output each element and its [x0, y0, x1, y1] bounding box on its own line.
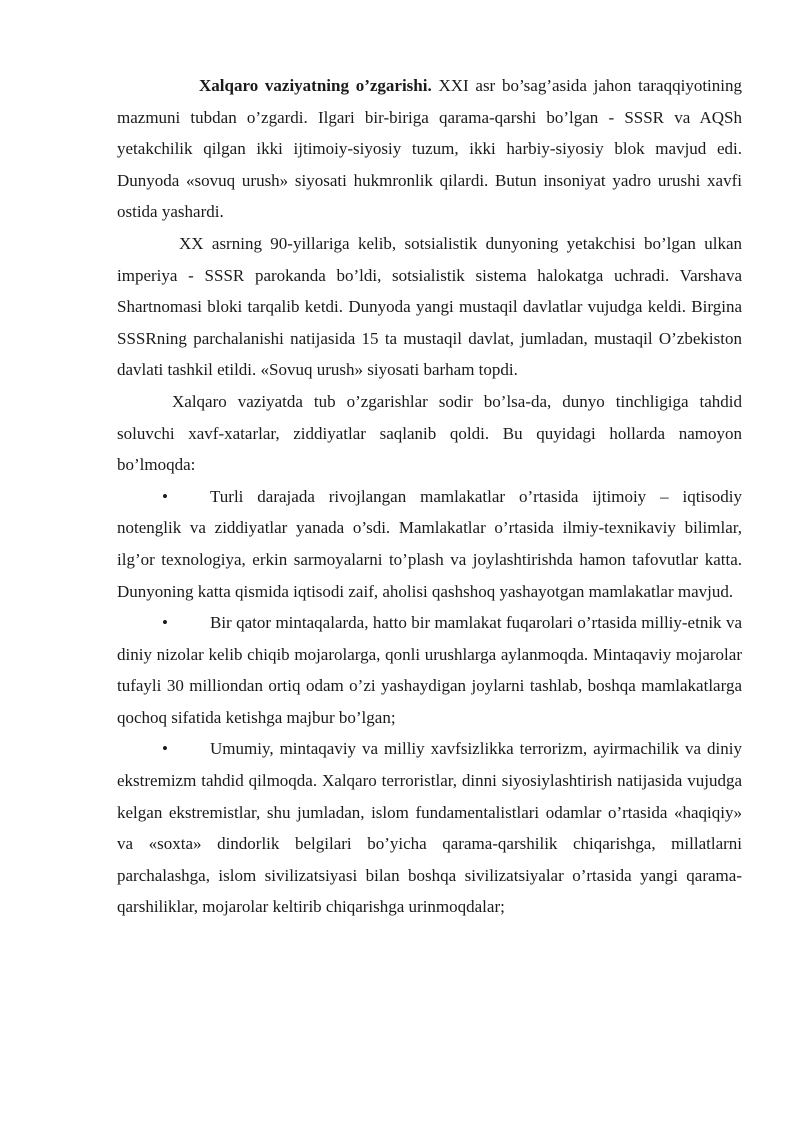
bullet-icon: •	[162, 613, 168, 633]
list-item-text: Bir qator mintaqalarda, hatto bir mamlakat fuqarolari o’rtasida milliy-etnik va diniy nizolar kelib chiqib mojarolarga, qonli urushlarga aylanmoqda. Mintaqaviy mojarolar tufayli 30 milliondan ortiq odam o’zi yashaydigan joylarni tashlab, boshqa mamlakatlarga qochoq sifatida ketishga majbur bo’lgan;	[117, 613, 742, 727]
list-item	[117, 733, 742, 923]
paragraph-ussr-collapse: XX asrning 90-yillariga kelib, sotsialistik dunyoning yetakchisi bo’lgan ulkan imperiya - SSSR parokanda bo’ldi, sotsialistik sistema halokatga uchradi. Varshava Shartnomasi bloki tarqalib ketdi. Dunyoda yangi mustaqil davlatlar vujudga keldi. Birgina SSSRning parchalanishi natijasida 15 ta mustaqil davlat, jumladan, mustaqil O’zbekiston davlati tashkil etildi. «Sovuq urush» siyosati barham topdi.	[117, 233, 742, 380]
paragraph-intro-text: XXI asr bo’sag’asida jahon taraqqiyotining mazmuni tubdan o’zgardi. Ilgari bir-biriga qarama-qarshi bo’lgan - SSSR va AQSh yetakchilik qilgan ikki ijtimoiy-siyosiy tuzum, ikki harbiy-siyosiy blok mavjud edi. Dunyoda «sovuq urush» siyosati hukmronlik qilardi. Butun insoniyat yadro urushi xavfi ostida yashardi.	[117, 76, 742, 222]
document-page	[117, 70, 742, 923]
bullet-icon: •	[162, 486, 168, 506]
paragraph-intro	[117, 70, 742, 228]
list-item	[117, 481, 742, 607]
list-item-text: Turli darajada rivojlangan mamlakatlar o’rtasida ijtimoiy – iqtisodiy notenglik va ziddiyatlar yanada o’sdi. Mamlakatlar o’rtasida ilmiy-texnikaviy bilimlar, ilg’or texnologiya, erkin sarmoyalarni to’plash va joylashtirishda hamon tafovutlar katta. Dunyoning katta qismida iqtisodi zaif, aholisi qashshoq yashayotgan mamlakatlar mavjud.	[117, 486, 742, 601]
paragraph-threats-intro: Xalqaro vaziyatda tub o’zgarishlar sodir bo’lsa-da, dunyo tinchligiga tahdid soluvchi xavf-xatarlar, ziddiyatlar saqlanib qoldi. Bu quyidagi hollarda namoyon bo’lmoqda:	[117, 391, 742, 475]
bullet-icon: •	[162, 739, 168, 759]
section-lead-heading: Xalqaro vaziyatning o’zgarishi.	[199, 76, 432, 95]
list-item	[117, 607, 742, 733]
list-item-text: Umumiy, mintaqaviy va milliy xavfsizlikka terrorizm, ayirmachilik va diniy ekstremizm tahdid qilmoqda. Xalqaro terroristlar, dinni siyosiylashtirish natijasida vujudga kelgan ekstremistlar, shu jumladan, islom fundamentalistlari odamlar o’rtasida «haqiqiy» va «soxta» dindorlik belgilari bo’yicha qarama-qarshilik chiqarishga, millatlarni parchalashga, islom sivilizatsiyasi bilan boshqa sivilizatsiyalar o’rtasida yangi qarama-qarshiliklar, mojarolar keltirib chiqarishga urinmoqdalar;	[117, 739, 742, 917]
